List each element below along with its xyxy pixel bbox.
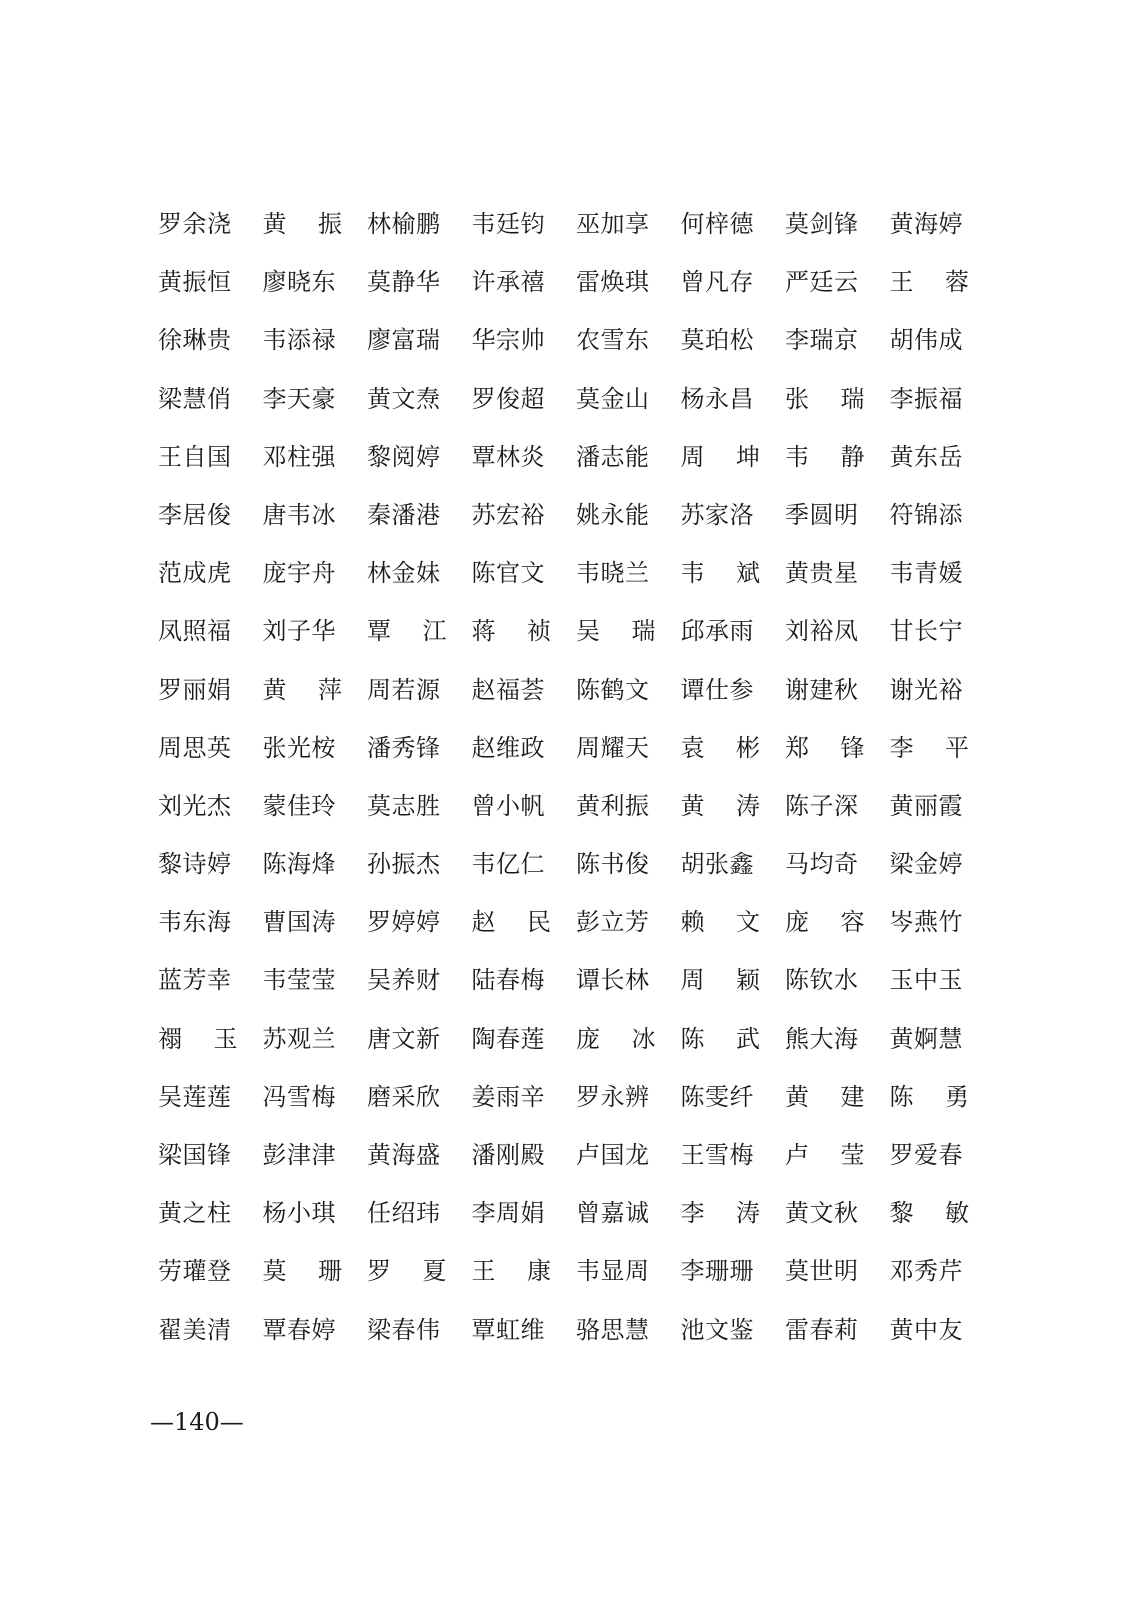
name-entry: 何梓德 bbox=[680, 210, 754, 238]
name-entry: 谢建秋 bbox=[785, 675, 859, 704]
name-entry: 罗婷婷 bbox=[367, 908, 441, 937]
name-entry: 莫 珊 bbox=[262, 1257, 343, 1286]
name-entry: 韦亿仁 bbox=[471, 850, 545, 879]
name-entry: 胡伟成 bbox=[889, 326, 963, 355]
name-entry: 卢 莹 bbox=[785, 1141, 865, 1169]
name-entry: 范成虎 bbox=[158, 559, 232, 588]
name-entry: 黄 萍 bbox=[262, 675, 343, 704]
name-entry: 李天豪 bbox=[262, 384, 336, 413]
name-entry: 王自国 bbox=[158, 442, 232, 471]
name-entry: 巫加享 bbox=[576, 210, 650, 238]
name-entry: 熊大海 bbox=[785, 1024, 859, 1053]
name-entry: 覃 江 bbox=[367, 617, 447, 646]
name-entry: 邱承雨 bbox=[680, 617, 754, 646]
name-entry: 季圆明 bbox=[785, 500, 859, 529]
name-entry: 黎阅婷 bbox=[367, 442, 441, 471]
name-entry: 谢光裕 bbox=[889, 675, 963, 704]
name-entry: 黎诗婷 bbox=[158, 850, 232, 879]
name-entry: 李振福 bbox=[889, 384, 963, 413]
name-entry: 黄文焘 bbox=[367, 384, 441, 413]
name-entry: 杨小琪 bbox=[262, 1199, 336, 1228]
name-entry: 吴莲莲 bbox=[158, 1082, 232, 1111]
page-number: —140— bbox=[150, 1408, 244, 1436]
name-entry: 谭长林 bbox=[576, 966, 650, 995]
name-entry: 黄文秋 bbox=[785, 1199, 859, 1228]
name-entry: 彭津津 bbox=[262, 1141, 336, 1169]
name-entry: 周 颖 bbox=[680, 966, 761, 995]
name-entry: 韦东海 bbox=[158, 908, 232, 937]
name-entry: 曹国涛 bbox=[262, 908, 336, 937]
name-entry: 曾嘉诚 bbox=[576, 1199, 650, 1228]
name-entry: 玉中玉 bbox=[889, 966, 963, 995]
name-entry: 胡张鑫 bbox=[680, 850, 754, 879]
name-entry: 梁春伟 bbox=[367, 1315, 441, 1344]
name-entry: 韦青媛 bbox=[889, 559, 963, 588]
name-entry: 陶春莲 bbox=[471, 1024, 545, 1053]
name-entry: 潘志能 bbox=[576, 442, 650, 471]
name-entry: 覃春婷 bbox=[262, 1315, 336, 1344]
name-entry: 林榆鹏 bbox=[367, 210, 441, 238]
name-entry: 黄中友 bbox=[889, 1315, 963, 1344]
name-entry: 曾凡存 bbox=[680, 268, 754, 297]
name-entry: 潘秀锋 bbox=[367, 733, 441, 762]
name-entry: 唐文新 bbox=[367, 1024, 441, 1053]
name-entry: 陈 勇 bbox=[889, 1082, 970, 1111]
name-entry: 覃虹维 bbox=[471, 1315, 545, 1344]
name-entry: 曾小帆 bbox=[471, 791, 545, 820]
name-entry: 潘刚殿 bbox=[471, 1141, 545, 1169]
name-entry: 周 坤 bbox=[680, 442, 761, 471]
name-entry: 凤照福 bbox=[158, 617, 232, 646]
name-entry: 韦廷钧 bbox=[471, 210, 545, 238]
name-entry: 谭仕参 bbox=[680, 675, 754, 704]
name-entry: 陈钦水 bbox=[785, 966, 859, 995]
name-entry: 黄海婷 bbox=[889, 210, 963, 238]
name-entry: 黄丽霞 bbox=[889, 791, 963, 820]
name-entry: 周思英 bbox=[158, 733, 232, 762]
name-entry: 吴养财 bbox=[367, 966, 441, 995]
name-entry: 黄东岳 bbox=[889, 442, 963, 471]
name-entry: 陈鹤文 bbox=[576, 675, 650, 704]
name-entry: 郑 锋 bbox=[785, 733, 865, 762]
name-entry: 苏宏裕 bbox=[471, 500, 545, 529]
name-entry: 李瑞京 bbox=[785, 326, 859, 355]
name-entry: 周耀天 bbox=[576, 733, 650, 762]
name-entry: 华宗帅 bbox=[471, 326, 545, 355]
name-entry: 刘裕凤 bbox=[785, 617, 859, 646]
name-entry: 莫世明 bbox=[785, 1257, 859, 1286]
name-entry: 莫珀松 bbox=[680, 326, 754, 355]
name-entry: 苏家洛 bbox=[680, 500, 754, 529]
name-entry: 唐韦冰 bbox=[262, 500, 336, 529]
names-list bbox=[158, 203, 978, 1367]
name-entry: 雷焕琪 bbox=[576, 268, 650, 297]
name-entry: 廖晓东 bbox=[262, 268, 336, 297]
name-entry: 岑燕竹 bbox=[889, 908, 963, 937]
name-entry: 赵 民 bbox=[471, 908, 552, 937]
name-entry: 黎 敏 bbox=[889, 1199, 970, 1228]
name-entry: 农雪东 bbox=[576, 326, 650, 355]
name-entry: 严廷云 bbox=[785, 268, 859, 297]
name-entry: 廖富瑞 bbox=[367, 326, 441, 355]
name-entry: 陈子深 bbox=[785, 791, 859, 820]
name-entry: 罗丽娟 bbox=[158, 675, 232, 704]
name-entry: 磨采欣 bbox=[367, 1082, 441, 1111]
name-entry: 庞 冰 bbox=[576, 1024, 656, 1053]
name-entry: 罗余浇 bbox=[158, 210, 232, 238]
name-entry: 池文鉴 bbox=[680, 1315, 754, 1344]
name-entry: 徐琳贵 bbox=[158, 326, 232, 355]
name-entry: 赵福荟 bbox=[471, 675, 545, 704]
name-entry: 任绍玮 bbox=[367, 1199, 441, 1228]
name-entry: 骆思慧 bbox=[576, 1315, 650, 1344]
name-entry: 黄 建 bbox=[785, 1082, 865, 1111]
name-entry: 袁 彬 bbox=[680, 733, 761, 762]
name-entry: 韦莹莹 bbox=[262, 966, 336, 995]
name-entry: 黄振恒 bbox=[158, 268, 232, 297]
name-entry: 姜雨辛 bbox=[471, 1082, 545, 1111]
name-entry: 陈 武 bbox=[680, 1024, 761, 1053]
name-entry: 王 蓉 bbox=[889, 268, 970, 297]
name-entry: 张光桉 bbox=[262, 733, 336, 762]
name-entry: 梁金婷 bbox=[889, 850, 963, 879]
name-entry: 韦显周 bbox=[576, 1257, 650, 1286]
name-entry: 黄婀慧 bbox=[889, 1024, 963, 1053]
name-entry: 赵维政 bbox=[471, 733, 545, 762]
name-entry: 黄 振 bbox=[262, 210, 343, 238]
name-entry: 赖 文 bbox=[680, 908, 761, 937]
name-entry: 蒙佳玲 bbox=[262, 791, 336, 820]
name-entry: 周若源 bbox=[367, 675, 441, 704]
name-entry: 韦晓兰 bbox=[576, 559, 650, 588]
name-entry: 蒋 祯 bbox=[471, 617, 552, 646]
name-entry: 罗永辨 bbox=[576, 1082, 650, 1111]
name-entry: 陈雯纤 bbox=[680, 1082, 754, 1111]
name-entry: 禤 玉 bbox=[158, 1024, 238, 1053]
name-entry: 罗 夏 bbox=[367, 1257, 447, 1286]
name-entry: 梁慧俏 bbox=[158, 384, 232, 413]
name-entry: 陈官文 bbox=[471, 559, 545, 588]
name-entry: 韦 静 bbox=[785, 442, 865, 471]
name-entry: 李 涛 bbox=[680, 1199, 761, 1228]
name-entry: 符锦添 bbox=[889, 500, 963, 529]
name-entry: 林金妹 bbox=[367, 559, 441, 588]
name-entry: 罗爱春 bbox=[889, 1141, 963, 1169]
name-entry: 王雪梅 bbox=[680, 1141, 754, 1169]
name-entry: 杨永昌 bbox=[680, 384, 754, 413]
name-entry: 黄贵星 bbox=[785, 559, 859, 588]
name-entry: 陈书俊 bbox=[576, 850, 650, 879]
name-entry: 陈海烽 bbox=[262, 850, 336, 879]
name-entry: 韦 斌 bbox=[680, 559, 761, 588]
name-entry: 莫志胜 bbox=[367, 791, 441, 820]
name-entry: 冯雪梅 bbox=[262, 1082, 336, 1111]
name-entry: 雷春莉 bbox=[785, 1315, 859, 1344]
name-entry: 甘长宁 bbox=[889, 617, 963, 646]
name-entry: 覃林炎 bbox=[471, 442, 545, 471]
name-entry: 李周娟 bbox=[471, 1199, 545, 1228]
name-entry: 邓柱强 bbox=[262, 442, 336, 471]
name-entry: 翟美清 bbox=[158, 1315, 232, 1344]
name-entry: 劳瓘登 bbox=[158, 1257, 232, 1286]
name-entry: 梁国锋 bbox=[158, 1141, 232, 1169]
name-entry: 张 瑞 bbox=[785, 384, 865, 413]
name-entry: 李 平 bbox=[889, 733, 970, 762]
name-entry: 韦添禄 bbox=[262, 326, 336, 355]
name-entry: 邓秀芹 bbox=[889, 1257, 963, 1286]
name-entry: 罗俊超 bbox=[471, 384, 545, 413]
name-entry: 庞 容 bbox=[785, 908, 865, 937]
name-entry: 苏观兰 bbox=[262, 1024, 336, 1053]
name-entry: 许承禧 bbox=[471, 268, 545, 297]
name-entry: 黄海盛 bbox=[367, 1141, 441, 1169]
name-entry: 黄利振 bbox=[576, 791, 650, 820]
name-entry: 蓝芳幸 bbox=[158, 966, 232, 995]
name-entry: 刘光杰 bbox=[158, 791, 232, 820]
name-entry: 姚永能 bbox=[576, 500, 650, 529]
name-entry: 李居俊 bbox=[158, 500, 232, 529]
name-entry: 黄 涛 bbox=[680, 791, 761, 820]
name-entry: 马均奇 bbox=[785, 850, 859, 879]
name-entry: 秦潘港 bbox=[367, 500, 441, 529]
name-entry: 卢国龙 bbox=[576, 1141, 650, 1169]
name-entry: 黄之柱 bbox=[158, 1199, 232, 1228]
name-entry: 李珊珊 bbox=[680, 1257, 754, 1286]
name-entry: 王 康 bbox=[471, 1257, 552, 1286]
name-entry: 陆春梅 bbox=[471, 966, 545, 995]
name-entry: 庞宇舟 bbox=[262, 559, 336, 588]
name-entry: 吴 瑞 bbox=[576, 617, 656, 646]
name-entry: 孙振杰 bbox=[367, 850, 441, 879]
name-entry: 莫剑锋 bbox=[785, 210, 859, 238]
name-entry: 彭立芳 bbox=[576, 908, 650, 937]
name-entry: 莫金山 bbox=[576, 384, 650, 413]
name-entry: 莫静华 bbox=[367, 268, 441, 297]
name-entry: 刘子华 bbox=[262, 617, 336, 646]
